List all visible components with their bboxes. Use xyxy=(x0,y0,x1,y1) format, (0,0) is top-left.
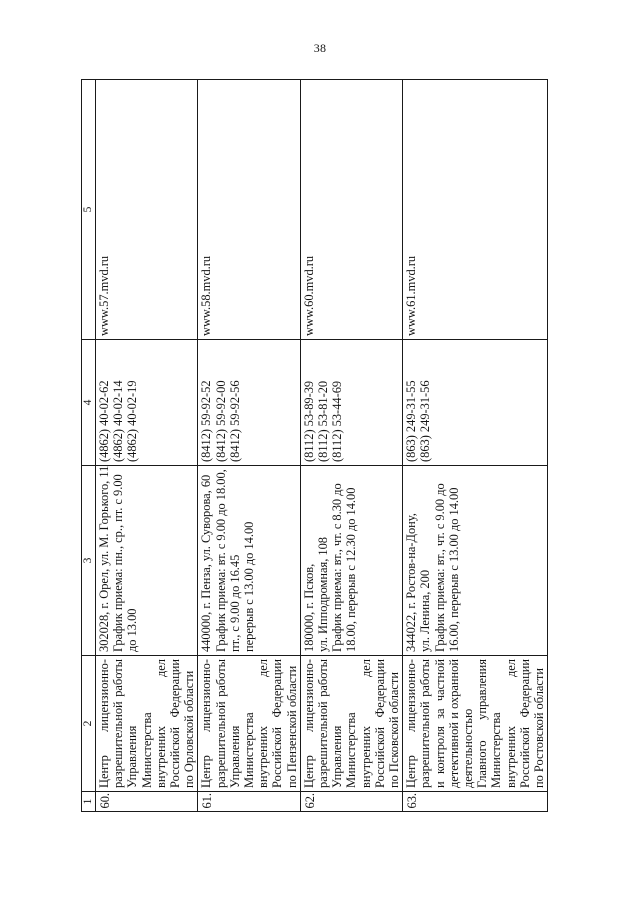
phone-number: (863) 249-31-55 xyxy=(404,380,419,462)
address-line: График приема: пн., ср., пт. с 9.00 xyxy=(111,474,126,652)
address-line: График приема: вт., чт. с 9.00 до xyxy=(432,483,447,652)
table-row xyxy=(96,80,198,812)
address-line: перерыв с 13.00 до 14.00 xyxy=(242,521,257,652)
organization-name: Центр лицензионно-разрешительной работы Управления Министерства внутренних дел Российской Федерации по Орловской области xyxy=(96,656,198,792)
phone-numbers xyxy=(96,340,198,466)
phone-number: (4862) 40-02-62 xyxy=(97,380,111,462)
organization-name: Центр лицензионно-разрешительной работы и контроля за частной детективной и охранной деятельностью Главного управления Министерства внутренних дел Российской Федерации по Ростовской области xyxy=(403,656,548,792)
address-line: 344022, г. Ростов-на-Дону, xyxy=(404,513,419,652)
website-link[interactable]: www.57.mvd.ru xyxy=(96,80,198,340)
organization-name: Центр лицензионно-разрешительной работы Управления Министерства внутренних дел Российской Федерации по Пензенской области xyxy=(198,656,300,792)
address-line: до 13.00 xyxy=(125,608,140,652)
address-line: 16.00, перерыв с 13.00 до 14.00 xyxy=(446,487,461,652)
column-header-4: 4 xyxy=(82,340,96,466)
address-line: 18.00, перерыв с 12.30 до 14.00 xyxy=(344,487,359,652)
website-link[interactable]: www.58.mvd.ru xyxy=(198,80,300,340)
phone-number: (8412) 59-92-00 xyxy=(213,380,228,462)
phone-number: (4862) 40-02-14 xyxy=(111,380,126,462)
phone-number: (8112) 53-44-69 xyxy=(330,380,345,462)
address-line: ул. Ленина, 200 xyxy=(418,569,433,652)
phone-number: (863) 249-31-56 xyxy=(418,380,433,462)
column-header-3: 3 xyxy=(82,466,96,656)
address-line: 302028, г. Орел, ул. М. Горького, 11 xyxy=(97,465,111,652)
address-line: График приема: вт., чт. с 8.30 до xyxy=(330,483,345,652)
table-row xyxy=(403,80,548,812)
page-number: 38 xyxy=(313,41,327,55)
address-line: 180000, г. Псков, xyxy=(301,563,316,652)
phone-number: (4862) 40-02-19 xyxy=(125,380,140,462)
organization-name: Центр лицензионно-разрешительной работы Управления Министерства внутренних дел Российской Федерации по Псковской области xyxy=(300,656,402,792)
address-line: 440000, г. Пенза, ул. Суворова, 60 xyxy=(199,474,214,652)
address-line: ул. Ипподромная, 108 xyxy=(316,537,331,652)
phone-number: (8112) 53-89-39 xyxy=(301,380,316,462)
website-link[interactable]: www.60.mvd.ru xyxy=(300,80,402,340)
phone-numbers xyxy=(300,340,402,466)
address-schedule xyxy=(198,466,300,656)
row-number: 62. xyxy=(300,792,402,812)
row-number: 63. xyxy=(403,792,548,812)
phone-number: (8112) 53-81-20 xyxy=(316,380,331,462)
phone-number: (8412) 59-92-52 xyxy=(199,380,214,462)
phone-numbers xyxy=(403,340,548,466)
column-header-1: 1 xyxy=(82,792,96,812)
address-line: пт., с 9.00 до 16.45 xyxy=(227,554,242,652)
row-number: 61. xyxy=(198,792,300,812)
address-line: График приема: вт. с 9.00 до 18.00, xyxy=(213,469,228,652)
rotated-table-wrapper xyxy=(81,80,547,812)
registry-table xyxy=(81,79,548,812)
phone-number: (8412) 59-92-56 xyxy=(227,380,242,462)
address-schedule xyxy=(403,466,548,656)
column-header-5: 5 xyxy=(82,80,96,340)
website-link[interactable]: www.61.mvd.ru xyxy=(403,80,548,340)
table-row xyxy=(300,80,402,812)
phone-numbers xyxy=(198,340,300,466)
address-schedule xyxy=(300,466,402,656)
address-schedule xyxy=(96,466,198,656)
row-number: 60. xyxy=(96,792,198,812)
header-row xyxy=(82,80,96,812)
column-header-2: 2 xyxy=(82,656,96,792)
table-row xyxy=(198,80,300,812)
